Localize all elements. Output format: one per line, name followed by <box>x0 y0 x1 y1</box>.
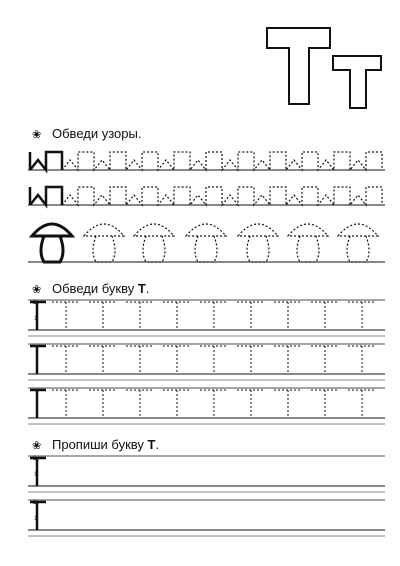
pattern-solid-start <box>30 152 62 170</box>
letter-t-dotted <box>237 390 265 418</box>
stroke-hint-1: 1 <box>34 516 38 522</box>
letter-t-dotted <box>126 390 154 418</box>
letter-t-dotted <box>126 346 154 374</box>
pattern-row-2 <box>28 187 385 205</box>
letter-write-rows <box>28 456 385 536</box>
heading-text: Обведи узоры. <box>52 126 142 141</box>
mushroom-dotted <box>134 224 174 262</box>
letter-t-dotted <box>52 302 80 330</box>
pattern-solid-start <box>30 187 62 205</box>
letter-t-dotted <box>163 390 191 418</box>
letter-t-dotted <box>274 390 302 418</box>
practice-row <box>28 456 385 492</box>
mushroom-row <box>28 224 385 262</box>
mushroom-dotted <box>186 224 226 262</box>
letter-t-dotted <box>311 390 339 418</box>
letter-t-dotted <box>274 346 302 374</box>
letter-t-dotted <box>200 302 228 330</box>
letter-t-dotted <box>52 390 80 418</box>
heading-suffix: . <box>145 281 150 296</box>
practice-row <box>28 388 385 424</box>
letter-t-dotted <box>348 346 376 374</box>
stroke-hint-2: 2 <box>33 500 37 506</box>
letter-t-dotted <box>89 390 117 418</box>
letter-t-sample <box>30 458 46 486</box>
mushroom-dotted <box>338 224 378 262</box>
mushroom-dotted <box>288 224 328 262</box>
pattern-dotted-trace <box>62 152 382 170</box>
heading-letter: Т <box>137 281 146 296</box>
letter-t-dotted <box>274 302 302 330</box>
letter-t-dotted <box>163 302 191 330</box>
pattern-row-1 <box>28 152 385 170</box>
flower-icon: ❀ <box>32 440 42 452</box>
stroke-hint-1: 1 <box>34 316 38 322</box>
practice-row <box>28 300 385 336</box>
mushroom-dotted <box>238 224 278 262</box>
mushroom-solid <box>32 224 72 262</box>
practice-row <box>28 344 385 380</box>
letter-t-dotted <box>237 346 265 374</box>
letter-t-dotted <box>89 346 117 374</box>
letter-t-dotted <box>200 390 228 418</box>
heading-letter: Т <box>147 437 156 452</box>
stroke-hint-1: 1 <box>34 472 38 478</box>
letter-t-dotted <box>348 390 376 418</box>
letter-trace-rows <box>28 300 385 424</box>
letter-t-sample <box>30 302 46 330</box>
letter-t-dotted <box>348 302 376 330</box>
flower-icon: ❀ <box>32 284 42 296</box>
letter-t-dotted <box>200 346 228 374</box>
letter-t-dotted <box>163 346 191 374</box>
letter-t-dotted <box>311 302 339 330</box>
pattern-dotted-trace <box>62 187 382 205</box>
stroke-hint-2: 2 <box>33 456 37 462</box>
letter-t-dotted <box>52 346 80 374</box>
mushroom-dotted <box>84 224 124 262</box>
letter-t-sample <box>30 346 46 374</box>
heading-suffix: . <box>155 437 160 452</box>
stroke-hint-2: 2 <box>33 300 37 306</box>
letter-t-dotted <box>237 302 265 330</box>
heading-text: Обведи букву <box>52 281 138 296</box>
heading-text: Пропиши букву <box>52 437 148 452</box>
letter-t-dotted <box>311 346 339 374</box>
letter-t-sample <box>30 502 46 530</box>
letter-t-sample <box>30 390 46 418</box>
flower-icon: ❀ <box>32 129 42 141</box>
letter-t-dotted <box>89 302 117 330</box>
practice-row <box>28 500 385 536</box>
letter-t-dotted <box>126 302 154 330</box>
